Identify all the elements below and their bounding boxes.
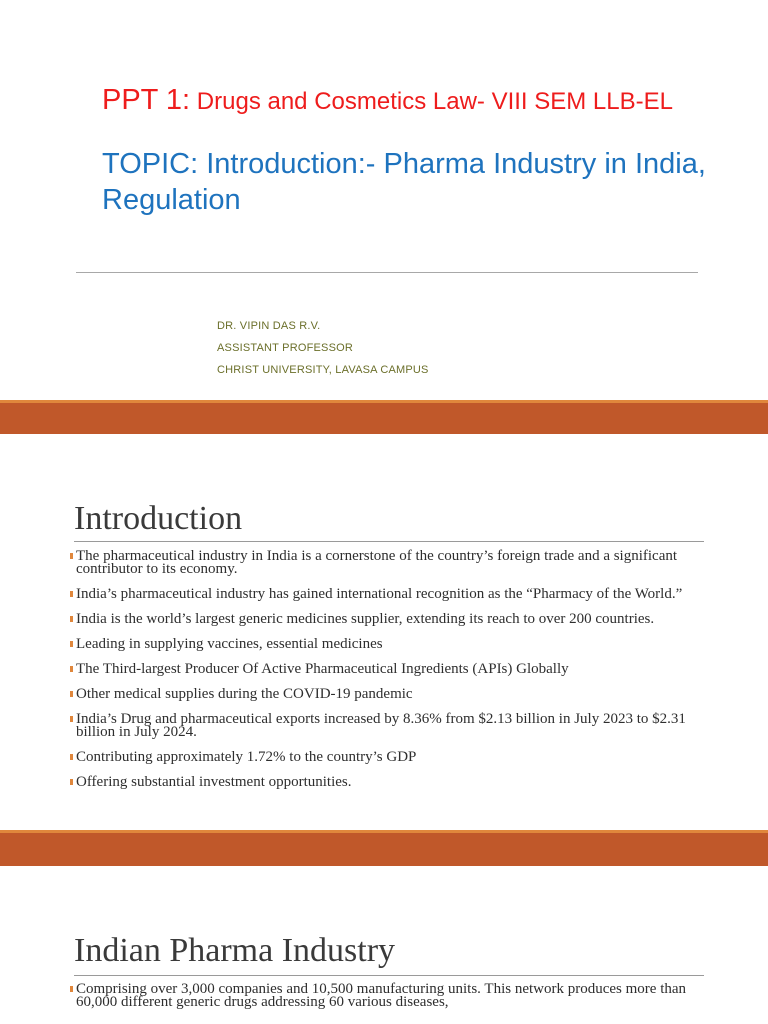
bullet-item — [70, 751, 706, 764]
bullet-text: Other medical supplies during the COVID-19 pandemic — [76, 686, 413, 702]
slide-heading — [102, 84, 673, 117]
bullet-text: Leading in supplying vaccines, essential medicines — [76, 636, 383, 652]
bullet-marker-icon — [70, 691, 73, 697]
title-slide — [0, 0, 768, 400]
bullet-item — [70, 688, 706, 701]
bullet-marker-icon — [70, 616, 73, 622]
bullet-marker-icon — [70, 591, 73, 597]
slide-title: Indian Pharma Industry — [74, 932, 396, 969]
ppt-label: PPT 1: — [102, 84, 191, 116]
bullet-item — [70, 983, 706, 1009]
title-rule — [74, 975, 704, 976]
bullet-text: The Third-largest Producer Of Active Pharmaceutical Ingredients (APIs) Globally — [76, 661, 569, 677]
bullet-list — [70, 983, 706, 1021]
bullet-text: India’s pharmaceutical industry has gained international recognition as the “Pharmacy of the World.” — [76, 586, 683, 602]
bullet-text: Contributing approximately 1.72% to the country’s GDP — [76, 749, 417, 765]
bullet-item — [70, 776, 706, 789]
author-institution: CHRIST UNIVERSITY, LAVASA CAMPUS — [217, 364, 429, 376]
indian-pharma-slide — [0, 866, 768, 1024]
bullet-text: India is the world’s largest generic medicines supplier, extending its reach to over 200 countries. — [76, 611, 655, 627]
slide-separator — [0, 400, 768, 434]
bullet-marker-icon — [70, 553, 73, 559]
bullet-item — [70, 588, 706, 601]
bullet-item — [70, 663, 706, 676]
bullet-item — [70, 713, 706, 739]
bullet-marker-icon — [70, 986, 73, 992]
bullet-list — [70, 550, 706, 801]
bullet-text: India’s Drug and pharmaceutical exports increased by 8.36% from $2.13 billion in July 2023 to $2.31 billion in July 2024. — [76, 711, 686, 740]
bullet-marker-icon — [70, 716, 73, 722]
title-divider — [76, 272, 698, 273]
author-position: ASSISTANT PROFESSOR — [217, 342, 354, 354]
bullet-item — [70, 550, 706, 576]
bullet-marker-icon — [70, 641, 73, 647]
bullet-text: Comprising over 3,000 companies and 10,500 manufacturing units. This network produces more than 60,000 different generic drugs addressing 60 various diseases, — [76, 981, 687, 1010]
bullet-text: Offering substantial investment opportunities. — [76, 774, 352, 790]
introduction-slide — [0, 434, 768, 830]
topic-title: TOPIC: Introduction:- Pharma Industry in India, Regulation — [102, 148, 706, 216]
slide-separator — [0, 830, 768, 866]
bullet-marker-icon — [70, 666, 73, 672]
slide-title: Introduction — [74, 500, 243, 537]
bullet-marker-icon — [70, 754, 73, 760]
bullet-text: The pharmaceutical industry in India is a cornerstone of the country’s foreign trade and a significant contributor to its economy. — [76, 548, 678, 577]
title-rule — [74, 541, 704, 542]
course-title: Drugs and Cosmetics Law- VIII SEM LLB-EL — [190, 88, 673, 115]
bullet-item — [70, 613, 706, 626]
bullet-marker-icon — [70, 779, 73, 785]
bullet-item — [70, 638, 706, 651]
author-name: DR. VIPIN DAS R.V. — [217, 320, 321, 332]
